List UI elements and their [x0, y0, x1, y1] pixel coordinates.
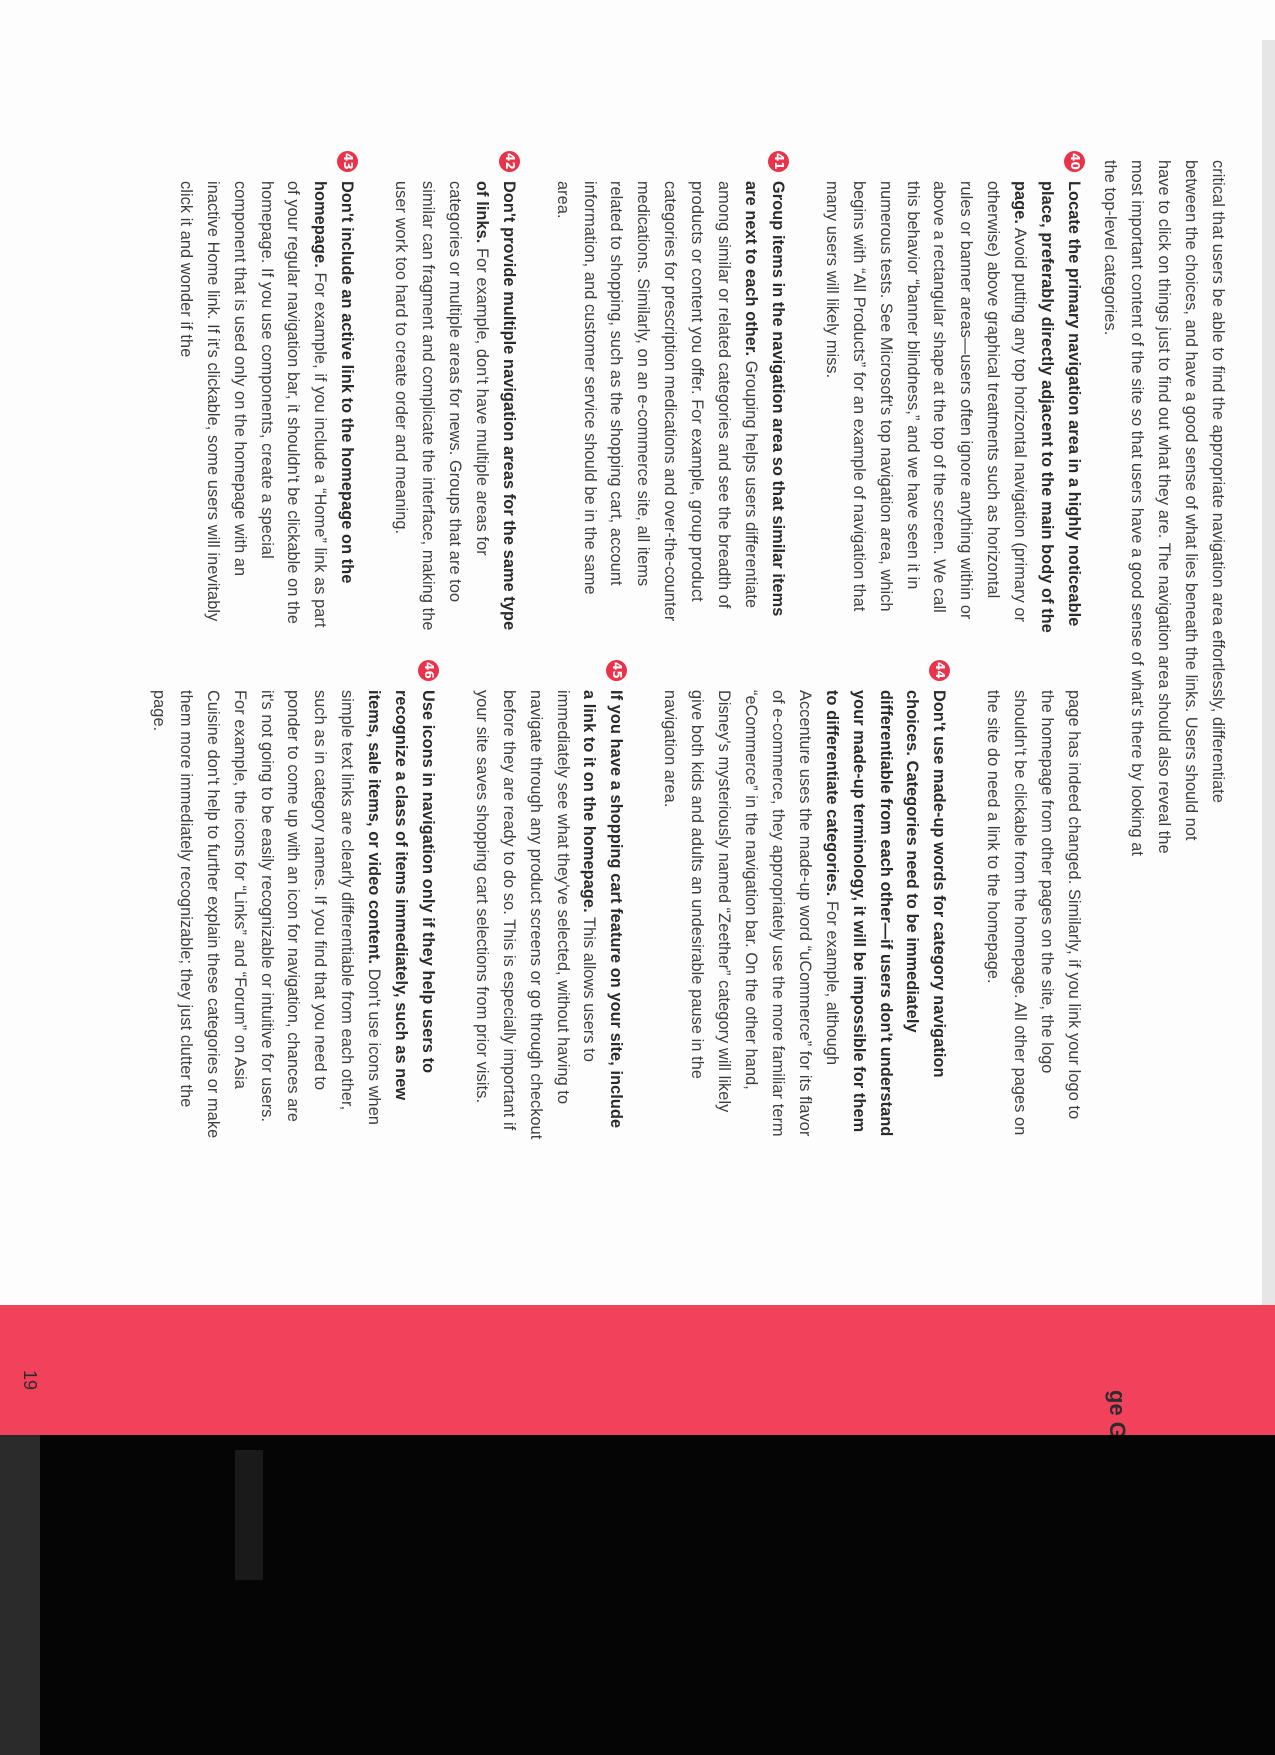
guideline-heading: Don't include an active link to the homepage on the homepage. — [311, 181, 357, 584]
guideline-body: For example, although Accenture uses the made-up word “uCommerce” for its flavor of e-commerce, they appropriately use the more familiar term “eCommerce” in the navigation bar. On the other hand, Disney's mysteriously named “Zeether” category will likely give both kids and adults an undesirable pause in the navigation area. — [661, 690, 841, 1137]
guideline-item — [145, 662, 441, 1140]
guideline-number-badge: 42 — [499, 151, 520, 172]
guideline-number-badge: 46 — [418, 660, 439, 681]
guideline-body: For example, don't have multiple areas for categories or multiple areas for news. Groups that are too similar can fragment and complicate the interface, making the user work too hard to create order and meaning. — [392, 181, 491, 631]
intro-line: critical that users be able to find the appropriate navigation area effortlessly, differentiate — [1209, 160, 1227, 804]
scanner-edge — [0, 1435, 40, 1755]
guideline-number-badge: 45 — [606, 660, 627, 681]
guideline-number-badge: 41 — [768, 151, 789, 172]
guideline-item — [656, 662, 952, 1140]
guideline-heading: Use icons in navigation only if they help users to recognize a class of items immediately, such as new items, sale items, or video content. — [365, 690, 437, 1101]
scanner-reflection — [235, 1450, 263, 1580]
guideline-heading: Locate the primary navigation area in a highly noticeable place, preferably directly adjacent to the main body of the page. — [1011, 181, 1083, 633]
guideline-item — [387, 153, 522, 633]
guideline-heading: Don't use made-up words for category navigation choices. Categories need to be immediately differentiable from each other—if users don't understand your made-up terminology, it will be impossible for them to differentiate categories. — [822, 690, 949, 1137]
intro-line: the top-level categories. — [1101, 160, 1120, 336]
intro-paragraph — [1096, 160, 1231, 1220]
scanner-background — [0, 1435, 1275, 1755]
intro-line: between the choices, and have a good sense of what lies beneath the links. Users should not — [1182, 160, 1201, 841]
guideline-number-badge: 44 — [929, 660, 950, 681]
guideline-body: This allows users to immediately see what they've selected, without having to navigate through any product screens or go through checkout before they are ready to do so. This is especially important if your site saves shopping cart selections from prior visits. — [472, 690, 599, 1140]
right-column — [145, 662, 1087, 1140]
continuation-paragraph: page has indeed changed. Similarly, if you link your logo to the homepage from other pages on the site, the logo shouldn't be clickable from the homepage. All other pages on the site do need a link to the homepage. — [984, 690, 1083, 1136]
guideline-number-badge: 43 — [337, 151, 358, 172]
intro-line: have to click on things just to find out what they are. The navigation area should also reveal the — [1155, 160, 1174, 854]
guideline-heading: Group items in the navigation area so that similar items are next to each other. — [742, 181, 787, 617]
guideline-item — [172, 153, 360, 633]
guideline-body: Don't use icons when simple text links are clearly differentiable from each other, such as in category names. If you find that you need to ponder to come up with an icon for navigation, chances are it's not going to be easily recognizable or intuitive for users. For example, the icons for “Links” and “Forum” on Asia Cuisine don't help to further explain these categories or make them more immediately recognizable; they just clutter the page. — [149, 690, 384, 1139]
guideline-heading: Don't provide multiple navigation areas for the same type of links. — [472, 181, 518, 631]
guideline-body: For example, if you include a “Home” link as part of your regular navigation bar, it shouldn't be clickable on the homepage. If you use components, create a special component that is used only on the homepage with an inactive Home link. If it's clickable, some users will inevitably click it and wonder if the — [176, 181, 330, 628]
guideline-item — [549, 153, 791, 633]
left-column — [172, 153, 1087, 633]
guideline-item — [818, 153, 1087, 633]
guideline-number-badge: 40 — [1064, 151, 1085, 172]
guideline-item — [468, 662, 629, 1140]
page-number: 19 — [20, 1370, 40, 1391]
guideline-heading: If you have a shopping cart feature on your site, include a link to it on the homepage. — [580, 690, 626, 1129]
intro-line: most important content of the site so that users have a good sense of what's there by looking at — [1128, 160, 1147, 857]
section-stripe — [0, 1305, 1275, 1435]
guideline-body: Grouping helps users differentiate among similar or related categories and see the breadth of products or content you offer. For example, group product categories for prescription medications and over-the-counter medications. Similarly, on an e-commerce site, all items related to shopping, such as the shopping cart, account information, and customer service should be in the same area. — [553, 181, 761, 622]
guideline-body: Avoid putting any top horizontal navigation (primary or otherwise) above graphical treatments such as horizontal rules or banner areas—users often ignore anything within or above a rectangular shape at the top of the screen. We call this behavior “banner blindness,” and we have seen it in numerous tests. See Microsoft's top navigation area, which begins with “All Products” for an example of navigation that many users will likely miss. — [822, 181, 1030, 623]
